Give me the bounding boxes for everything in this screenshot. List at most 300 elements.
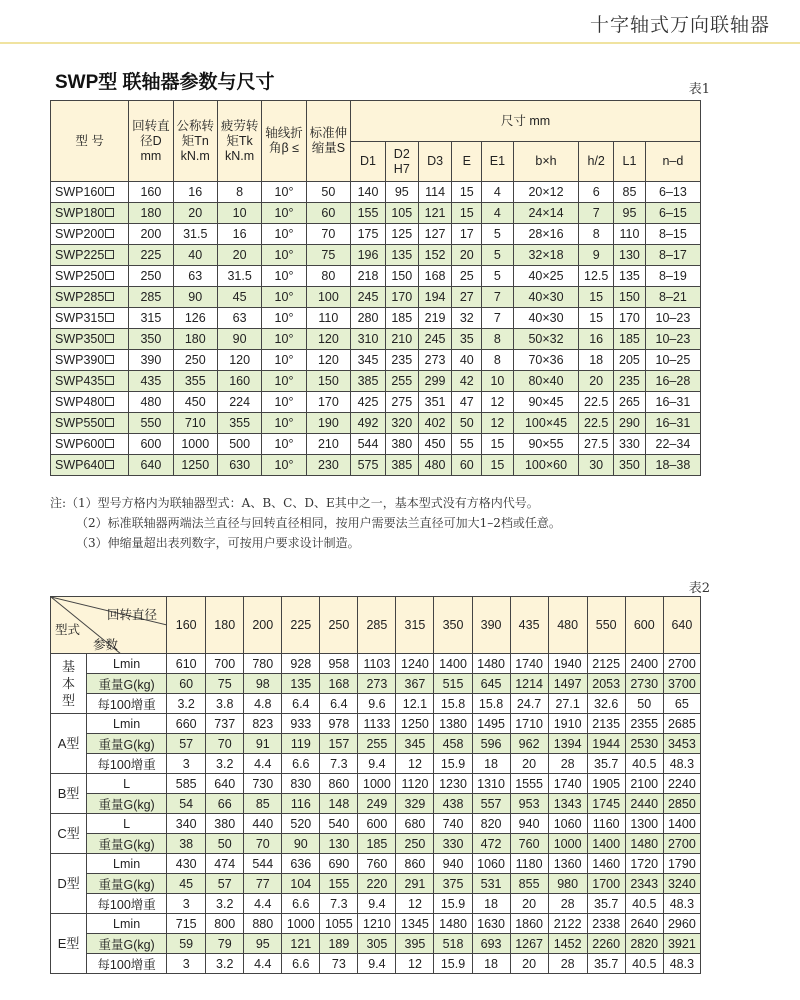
table-cell: 600: [129, 434, 173, 455]
table-cell: 16: [217, 224, 261, 245]
table-cell: 320: [385, 413, 418, 434]
table-cell: 47: [452, 392, 482, 413]
model-name: SWP550: [55, 416, 105, 430]
table-row: [51, 245, 701, 266]
table-cell: 20×12: [513, 182, 579, 203]
table-cell: 245: [351, 287, 386, 308]
type-placeholder-box: [105, 292, 114, 301]
table-cell: 20: [579, 371, 614, 392]
note-3: （3）伸缩量超出表列数字，可按用户要求设计制造。: [76, 536, 360, 550]
table-cell: 35: [452, 329, 482, 350]
table-cell: 17: [452, 224, 482, 245]
param-cell: Lmin: [87, 854, 167, 874]
table-cell: 980: [548, 874, 587, 894]
table-cell: 15: [579, 308, 614, 329]
table-cell: 9: [579, 245, 614, 266]
table-cell: 180: [173, 329, 217, 350]
table-cell: 305: [358, 934, 396, 954]
table-cell: 1360: [548, 854, 587, 874]
diameter-header: 480: [548, 597, 587, 654]
table-cell: 978: [320, 714, 358, 734]
table-cell: 3.2: [167, 694, 206, 714]
col-header-dim-5: b×h: [513, 142, 579, 182]
table-cell: 2530: [625, 734, 663, 754]
diameter-header: 600: [625, 597, 663, 654]
table-cell: 200: [129, 224, 173, 245]
table-cell: 390: [129, 350, 173, 371]
table-cell: 120: [217, 350, 261, 371]
table-cell: 1214: [510, 674, 548, 694]
table-cell: 7: [482, 287, 514, 308]
table-cell: 3.8: [206, 694, 244, 714]
table-cell: 933: [282, 714, 320, 734]
table-cell: 48.3: [663, 954, 700, 974]
model-name: SWP640: [55, 458, 105, 472]
table-cell: 1480: [625, 834, 663, 854]
table-cell: 4.4: [244, 754, 282, 774]
table-cell: 16–31: [645, 413, 700, 434]
table-cell: 10°: [262, 350, 306, 371]
model-cell: [51, 434, 129, 455]
table-cell: 100×60: [513, 455, 579, 476]
table-cell: 90×55: [513, 434, 579, 455]
table-cell: 330: [434, 834, 472, 854]
table-cell: 4: [482, 182, 514, 203]
param-cell: 重量G(kg): [87, 734, 167, 754]
table-cell: 715: [167, 914, 206, 934]
table-cell: 1910: [548, 714, 587, 734]
table-cell: 10°: [262, 455, 306, 476]
type-char: 型: [62, 693, 76, 708]
table-cell: 710: [173, 413, 217, 434]
table-cell: 20: [510, 954, 548, 974]
table-cell: 880: [244, 914, 282, 934]
table-cell: 194: [418, 287, 452, 308]
catalog-header-title: 十字轴式万向联轴器: [589, 14, 770, 36]
table-cell: 9.6: [358, 694, 396, 714]
table-cell: 425: [351, 392, 386, 413]
table-cell: 15: [579, 287, 614, 308]
table-cell: 450: [173, 392, 217, 413]
table-cell: 10: [482, 371, 514, 392]
table-cell: 150: [385, 266, 418, 287]
table-cell: 135: [282, 674, 320, 694]
table-cell: 15: [452, 182, 482, 203]
table-cell: 1380: [434, 714, 472, 734]
diameter-header: 200: [244, 597, 282, 654]
table-cell: 100: [306, 287, 350, 308]
diameter-header: 285: [358, 597, 396, 654]
table-cell: 3.2: [206, 954, 244, 974]
table-cell: 55: [452, 434, 482, 455]
table2-label: 表2: [688, 581, 710, 596]
table-cell: 4.4: [244, 954, 282, 974]
table-cell: 95: [244, 934, 282, 954]
table-cell: 10°: [262, 371, 306, 392]
table-cell: 35.7: [587, 754, 625, 774]
table-cell: 6.6: [282, 894, 320, 914]
table-cell: 40×25: [513, 266, 579, 287]
table-cell: 65: [663, 694, 700, 714]
table-cell: 15.9: [434, 954, 472, 974]
table-cell: 2700: [663, 834, 700, 854]
table-cell: 1630: [472, 914, 510, 934]
table-cell: 42: [452, 371, 482, 392]
table-cell: 22.5: [579, 413, 614, 434]
table-cell: 860: [320, 774, 358, 794]
table-row: [51, 308, 701, 329]
param-cell: Lmin: [87, 654, 167, 674]
table-cell: 520: [282, 814, 320, 834]
table-cell: 596: [472, 734, 510, 754]
param-cell: L: [87, 774, 167, 794]
table-cell: 50: [452, 413, 482, 434]
type-placeholder-box: [105, 313, 114, 322]
table-cell: 10°: [262, 413, 306, 434]
table-cell: 100×45: [513, 413, 579, 434]
table-cell: 1740: [548, 774, 587, 794]
diameter-header: 225: [282, 597, 320, 654]
table-cell: 25: [452, 266, 482, 287]
table-row: [51, 854, 701, 874]
col-header-dim-8: n–d: [645, 142, 700, 182]
col-header-dim-0: D1: [351, 142, 386, 182]
table-cell: 3921: [663, 934, 700, 954]
table-row: [51, 894, 701, 914]
table-cell: 12: [396, 754, 434, 774]
table-cell: 557: [472, 794, 510, 814]
table-cell: 85: [244, 794, 282, 814]
table-cell: 15.8: [472, 694, 510, 714]
table-cell: 6.6: [282, 954, 320, 974]
table-cell: 10°: [262, 203, 306, 224]
table-row: [51, 455, 701, 476]
table-cell: 440: [244, 814, 282, 834]
model-name: SWP180: [55, 206, 105, 220]
table-row: [51, 224, 701, 245]
table-cell: 27.1: [548, 694, 587, 714]
table-cell: 98: [244, 674, 282, 694]
table-cell: 175: [351, 224, 386, 245]
table-cell: 50: [206, 834, 244, 854]
table-cell: 20: [217, 245, 261, 266]
model-cell: [51, 329, 129, 350]
table-cell: 1133: [358, 714, 396, 734]
table-cell: 32×18: [513, 245, 579, 266]
table-cell: 2122: [548, 914, 587, 934]
col-header-dim-1: D2 H7: [385, 142, 418, 182]
table-cell: 1160: [587, 814, 625, 834]
table-cell: 190: [306, 413, 350, 434]
table-cell: 310: [351, 329, 386, 350]
table-cell: 780: [244, 654, 282, 674]
model-name: SWP435: [55, 374, 105, 388]
table-cell: 7: [579, 203, 614, 224]
table-cell: 2820: [625, 934, 663, 954]
table-cell: 680: [396, 814, 434, 834]
table-cell: 500: [217, 434, 261, 455]
table-cell: 1460: [587, 854, 625, 874]
table-row: [51, 774, 701, 794]
table-cell: 10–23: [645, 329, 700, 350]
table-row: [51, 794, 701, 814]
table-cell: 10°: [262, 224, 306, 245]
model-cell: [51, 455, 129, 476]
model-cell: [51, 182, 129, 203]
table-cell: 70: [206, 734, 244, 754]
model-name: SWP480: [55, 395, 105, 409]
table-cell: 205: [614, 350, 646, 371]
table-cell: 10°: [262, 182, 306, 203]
table-cell: 8–19: [645, 266, 700, 287]
table-cell: 291: [396, 874, 434, 894]
table-cell: 18: [579, 350, 614, 371]
table-cell: 740: [434, 814, 472, 834]
table-cell: 170: [306, 392, 350, 413]
table-cell: 15.8: [434, 694, 472, 714]
corner-type-label: 型式: [55, 623, 81, 637]
table-cell: 12.1: [396, 694, 434, 714]
table-row: [51, 694, 701, 714]
type-placeholder-box: [105, 271, 114, 280]
table-row: [51, 714, 701, 734]
table-cell: 18: [472, 954, 510, 974]
table-cell: 168: [418, 266, 452, 287]
table-cell: 9.4: [358, 754, 396, 774]
table-cell: 2135: [587, 714, 625, 734]
model-cell: [51, 287, 129, 308]
table-cell: 12: [396, 894, 434, 914]
note-1: 注:（1）型号方格内为联轴器型式：A、B、C、D、E其中之一，基本型式没有方格内代号。: [50, 496, 539, 510]
param-cell: Lmin: [87, 714, 167, 734]
table-cell: 1710: [510, 714, 548, 734]
table-cell: 5: [482, 224, 514, 245]
table-cell: 2440: [625, 794, 663, 814]
table-cell: 760: [510, 834, 548, 854]
table-cell: 140: [351, 182, 386, 203]
diameter-header: 640: [663, 597, 700, 654]
model-cell: [51, 203, 129, 224]
param-cell: Lmin: [87, 914, 167, 934]
table-cell: 273: [358, 674, 396, 694]
table-cell: 105: [385, 203, 418, 224]
table-cell: 245: [418, 329, 452, 350]
table-cell: 135: [385, 245, 418, 266]
table-cell: 18: [472, 894, 510, 914]
model-name: SWP160: [55, 185, 105, 199]
diameter-header: 435: [510, 597, 548, 654]
table-cell: 189: [320, 934, 358, 954]
table-cell: 230: [306, 455, 350, 476]
table-cell: 60: [306, 203, 350, 224]
table-cell: 15: [452, 203, 482, 224]
col-header-nominal-torque: 公称转矩Tn kN.m: [173, 101, 217, 182]
table-cell: 800: [206, 914, 244, 934]
table-cell: 218: [351, 266, 386, 287]
table-cell: 70×36: [513, 350, 579, 371]
table-cell: 185: [358, 834, 396, 854]
table-cell: 127: [418, 224, 452, 245]
table-cell: 104: [282, 874, 320, 894]
table-cell: 940: [434, 854, 472, 874]
table-cell: 1310: [472, 774, 510, 794]
col-header-angle: 轴线折角β ≤: [262, 101, 306, 182]
table-row: [51, 182, 701, 203]
table-cell: 10: [217, 203, 261, 224]
col-header-dim-2: D3: [418, 142, 452, 182]
table-cell: 48.3: [663, 754, 700, 774]
table-cell: 6.6: [282, 754, 320, 774]
table-cell: 12: [482, 413, 514, 434]
col-header-dim-7: L1: [614, 142, 646, 182]
table-cell: 80×40: [513, 371, 579, 392]
table-cell: 3.2: [206, 754, 244, 774]
table-cell: 73: [320, 954, 358, 974]
table-cell: 20: [510, 894, 548, 914]
table-cell: 8: [217, 182, 261, 203]
model-cell: [51, 266, 129, 287]
table-cell: 265: [614, 392, 646, 413]
table-cell: 860: [396, 854, 434, 874]
table-cell: 250: [129, 266, 173, 287]
table-row: [51, 266, 701, 287]
table-cell: 12: [396, 954, 434, 974]
table-cell: 345: [351, 350, 386, 371]
table-cell: 10°: [262, 245, 306, 266]
table-cell: 249: [358, 794, 396, 814]
table-cell: 114: [418, 182, 452, 203]
table-row: [51, 814, 701, 834]
table-cell: 20: [510, 754, 548, 774]
model-cell: [51, 308, 129, 329]
table-cell: 435: [129, 371, 173, 392]
table-cell: 6.4: [282, 694, 320, 714]
table-cell: 1250: [396, 714, 434, 734]
table-cell: 350: [129, 329, 173, 350]
table-cell: 22–34: [645, 434, 700, 455]
table-cell: 1345: [396, 914, 434, 934]
table-cell: 120: [306, 329, 350, 350]
table-cell: 280: [351, 308, 386, 329]
table-cell: 1905: [587, 774, 625, 794]
table-cell: 645: [472, 674, 510, 694]
table-cell: 2640: [625, 914, 663, 934]
table-row: [51, 834, 701, 854]
table-cell: 472: [472, 834, 510, 854]
table-cell: 385: [385, 455, 418, 476]
table-cell: 1400: [434, 654, 472, 674]
table-cell: 32.6: [587, 694, 625, 714]
table-cell: 30: [579, 455, 614, 476]
table-row: [51, 654, 701, 674]
table-cell: 15.9: [434, 754, 472, 774]
table-cell: 550: [129, 413, 173, 434]
table-cell: 80: [306, 266, 350, 287]
table-cell: 40: [173, 245, 217, 266]
table-cell: 700: [206, 654, 244, 674]
table-cell: 1230: [434, 774, 472, 794]
table-cell: 121: [282, 934, 320, 954]
table-cell: 2355: [625, 714, 663, 734]
table-cell: 1000: [548, 834, 587, 854]
table-cell: 12: [482, 392, 514, 413]
table-cell: 255: [358, 734, 396, 754]
table-cell: 1700: [587, 874, 625, 894]
table-cell: 75: [306, 245, 350, 266]
table-cell: 220: [358, 874, 396, 894]
table-cell: 90×45: [513, 392, 579, 413]
type-placeholder-box: [105, 187, 114, 196]
table-cell: 1103: [358, 654, 396, 674]
table-cell: 170: [614, 308, 646, 329]
table-cell: 130: [614, 245, 646, 266]
table-cell: 40×30: [513, 308, 579, 329]
table-cell: 1555: [510, 774, 548, 794]
table-cell: 1267: [510, 934, 548, 954]
param-cell: 重量G(kg): [87, 674, 167, 694]
type-placeholder-box: [105, 334, 114, 343]
table-cell: 40.5: [625, 754, 663, 774]
table-row: [51, 287, 701, 308]
table-cell: 35.7: [587, 894, 625, 914]
table-cell: 480: [129, 392, 173, 413]
table-cell: 693: [472, 934, 510, 954]
table-cell: 35.7: [587, 954, 625, 974]
corner-diameter-label: 回转直径: [107, 608, 158, 622]
table-cell: 1720: [625, 854, 663, 874]
table-cell: 255: [385, 371, 418, 392]
table-cell: 48.3: [663, 894, 700, 914]
table-cell: 2850: [663, 794, 700, 814]
table-cell: 600: [358, 814, 396, 834]
table-cell: 75: [206, 674, 244, 694]
table-cell: 1250: [173, 455, 217, 476]
table-cell: 28: [548, 754, 587, 774]
table-cell: 3.2: [206, 894, 244, 914]
table-cell: 1860: [510, 914, 548, 934]
diameter-header: 350: [434, 597, 472, 654]
table-cell: 3: [167, 754, 206, 774]
table-cell: 157: [320, 734, 358, 754]
table-cell: 2260: [587, 934, 625, 954]
table-cell: 60: [452, 455, 482, 476]
table-cell: 63: [173, 266, 217, 287]
table-cell: 640: [206, 774, 244, 794]
table-cell: 375: [434, 874, 472, 894]
table-cell: 8: [482, 350, 514, 371]
table-cell: 1343: [548, 794, 587, 814]
table-cell: 1740: [510, 654, 548, 674]
param-cell: 每100增重: [87, 694, 167, 714]
table-cell: 7.3: [320, 754, 358, 774]
table-row: [51, 954, 701, 974]
table-cell: 1940: [548, 654, 587, 674]
param-cell: 重量G(kg): [87, 834, 167, 854]
table-cell: 2053: [587, 674, 625, 694]
table-cell: 150: [306, 371, 350, 392]
table-cell: 395: [396, 934, 434, 954]
type-cell: A型: [51, 714, 87, 774]
table-cell: 1120: [396, 774, 434, 794]
table-cell: 9.4: [358, 954, 396, 974]
table-cell: 18–38: [645, 455, 700, 476]
table-cell: 275: [385, 392, 418, 413]
table-cell: 4.8: [244, 694, 282, 714]
table-cell: 20: [173, 203, 217, 224]
table-cell: 380: [385, 434, 418, 455]
param-cell: 每100增重: [87, 754, 167, 774]
col-header-diameter: 回转直径D mm: [129, 101, 173, 182]
